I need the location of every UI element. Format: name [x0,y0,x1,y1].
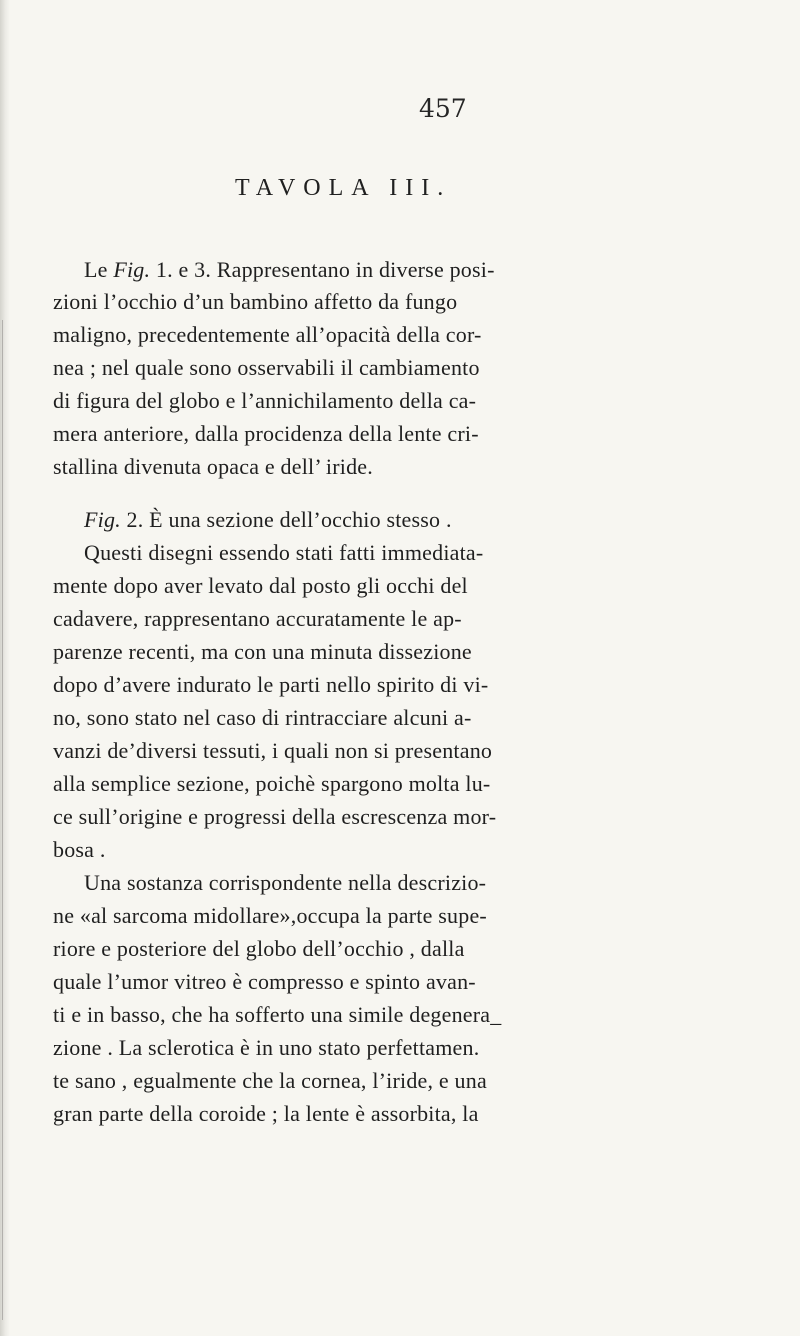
text-line: no, sono stato nel caso di rintracciare alcuni a- [53,705,472,730]
text-line: Questi disegni essendo stati fatti immediata- [84,540,484,565]
text-line: Le Fig. 1. e 3. Rappresentano in diverse posi- [84,257,495,282]
text-line: te sano , egualmente che la cornea, l’iride, e una [53,1068,487,1093]
text-line: riore e posteriore del globo dell’occhio , dalla [53,936,465,961]
text-line: mente dopo aver levato dal posto gli occhi del [53,573,468,598]
text-line: di figura del globo e l’annichilamento della ca- [53,388,477,413]
text-line: dopo d’avere indurato le parti nello spirito di vi- [53,672,489,697]
text-line: parenze recenti, ma con una minuta dissezione [53,639,472,664]
text-line: vanzi de’diversi tessuti, i quali non si presentano [53,738,493,763]
text-line: stallina divenuta opaca e dell’ iride. [53,454,373,479]
text-line: maligno, precedentemente all’opacità della cor- [53,322,482,347]
text-line: Fig. 2. È una sezione dell’occhio stesso . [84,507,452,532]
text-line: zioni l’occhio d’un bambino affetto da fungo [53,289,458,314]
text-line: mera anteriore, dalla procidenza della lente cri- [53,421,479,446]
text-line: bosa . [53,837,106,862]
text-line: ce sull’origine e progressi della escrescenza mor- [53,804,497,829]
text-line: cadavere, rappresentano accuratamente le ap- [53,606,462,631]
text-line: ne «al sarcoma midollare»,occupa la parte supe- [53,903,487,928]
text-line: Una sostanza corrispondente nella descrizio- [84,870,487,895]
text-line: gran parte della coroide ; la lente è assorbita, la [53,1101,479,1126]
text-line: alla semplice sezione, poichè spargono molta lu- [53,771,491,796]
text-line: ti e in basso, che ha sofferto una simile degenera_ [53,1002,502,1027]
text-line: nea ; nel quale sono osservabili il cambiamento [53,355,480,380]
text-line: quale l’umor vitreo è compresso e spinto avan- [53,969,476,994]
figure-reference: Fig. [84,507,121,532]
figure-reference: Fig. [113,257,151,282]
page-title: TAVOLA III. [235,175,452,201]
page-number: 457 [419,94,467,123]
text-line: zione . La sclerotica è in uno stato perfettamen. [53,1035,480,1060]
